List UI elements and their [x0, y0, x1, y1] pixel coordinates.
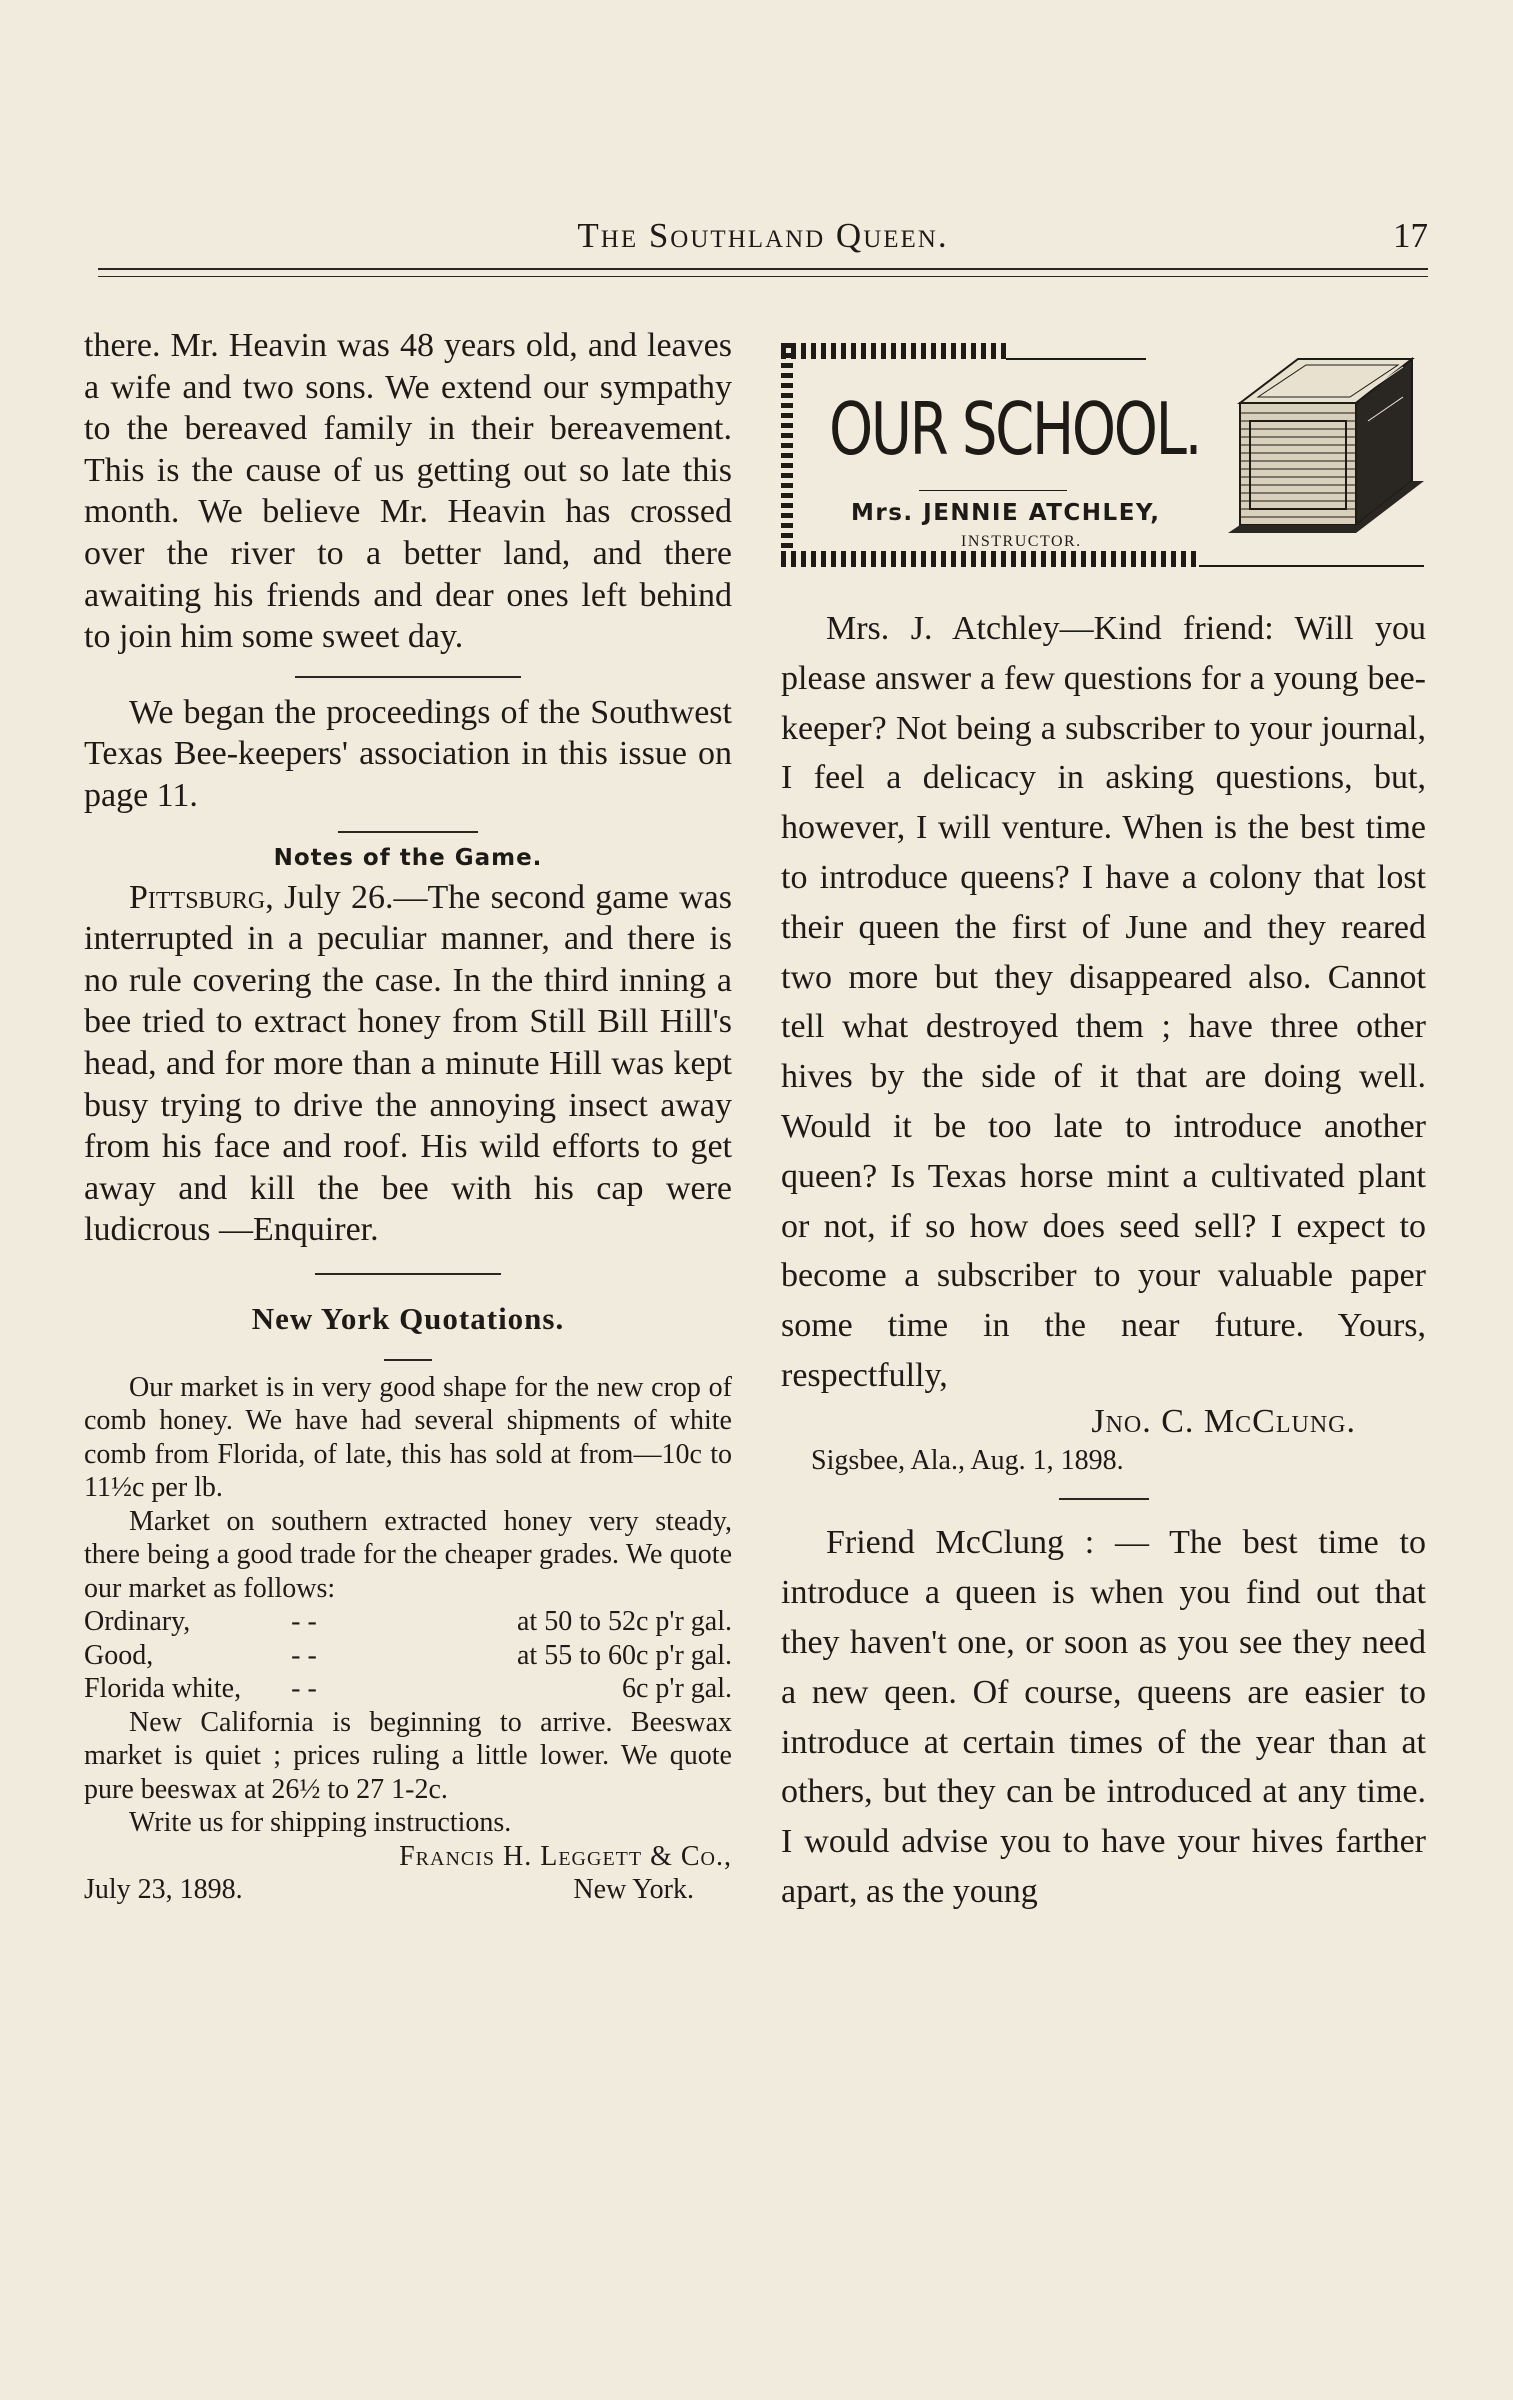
quotations-signature: Francis H. Leggett & Co.,	[399, 1840, 732, 1872]
obituary-paragraph: there. Mr. Heavin was 48 years old, and leaves a wife and two sons. We extend our sympathy to the bereaved family in their bereavement. This is the cause of us getting out so late this month. We believe Mr. Heavin has crossed over the river to a better land, and there awaiting his friends and dear ones left behind to join him some sweet day.	[84, 327, 732, 656]
our-school-header	[781, 325, 1426, 590]
letter-place-date: Sigsbee, Ala., Aug. 1, 1898.	[811, 1445, 1124, 1477]
game-text: July 26.—The second game was interrupted in a peculiar manner, and there is no rule covering the case. In the third inning a bee tried to extract honey from Still Bill Hill's head, and for more than a minute Hill was kept busy trying to drive the annoying insect away from his face and roof. His wild efforts to get away and kill the bee with his cap were ludicrous —Enquirer.	[84, 878, 732, 1249]
ornament-border-left	[781, 343, 793, 553]
ornament-border-top	[781, 343, 1006, 359]
instructor-name: Mrs. JENNIE ATCHLEY,	[851, 500, 1161, 526]
price-label: Ordinary,	[84, 1606, 191, 1638]
letter-paragraph: Mrs. J. Atchley—Kind friend: Will you please answer a few questions for a young bee-keeper? Not being a subscriber to your journal, I feel a delicacy in asking questions, but, however, I will venture. When is the best time to introduce queens? I have a colony that lost their queen the first of June and they reared two more but they disappeared also. Cannot tell what destroyed them ; have three other hives by the side of it that are doing well. Would it be too late to introduce another queen? Is Texas horse mint a cultivated plant or not, if so how does seed sell? I expect to become a subscriber to your valuable paper some time in the near future. Yours, respectfully,	[781, 610, 1426, 1394]
game-paragraph	[84, 877, 732, 1251]
reply-paragraph: Friend McClung : — The best time to introduce a queen is when you find out that they haven't one, or soon as you see they need a new qeen. Of course, queens are easier to introduce at certain times of the year than at others, but they can be introduced at any time. I would advise you to have your hives farther apart, as the young	[781, 1524, 1426, 1910]
price-value: 6c p'r gal.	[621, 1673, 732, 1705]
ornament-rule-bottom	[1199, 565, 1424, 567]
running-title: The Southland Queen.	[577, 216, 949, 255]
price-dash: - -	[291, 1673, 317, 1705]
school-title: OUR SCHOOL.	[829, 387, 1201, 471]
price-list	[84, 1605, 732, 1706]
price-dash: - -	[291, 1639, 317, 1671]
quotations-paragraph-1: Our market is in very good shape for the new crop of comb honey. We have had several shipments of white comb from Florida, of late, this has sold at from—10c to 11½c per lb.	[84, 1371, 732, 1504]
quotations-paragraph-2: Market on southern extracted honey very steady, there being a good trade for the cheaper grades. We quote our market as follows:	[84, 1505, 732, 1604]
left-column	[84, 325, 732, 1907]
header-rule-thick	[98, 268, 1428, 270]
instructor-role: INSTRUCTOR.	[961, 533, 1082, 550]
quotations-date: July 23, 1898.	[84, 1874, 243, 1906]
section-divider	[338, 831, 478, 833]
section-divider	[315, 1273, 501, 1275]
proceedings-paragraph: We began the proceedings of the Southwest Texas Bee-keepers' association in this issue on page 11.	[84, 693, 732, 814]
school-title-rule	[919, 490, 1067, 491]
price-dash: - -	[291, 1606, 317, 1638]
game-dateline: Pittsburg,	[129, 878, 274, 916]
price-label: Florida white,	[84, 1673, 242, 1705]
running-head	[98, 214, 1428, 264]
price-value: at 50 to 52c p'r gal.	[517, 1606, 732, 1638]
letter-signature: Jno. C. McClung.	[1091, 1402, 1356, 1440]
price-row	[84, 1639, 732, 1673]
quotations-place: New York.	[573, 1874, 694, 1906]
quotations-heading: New York Quotations.	[251, 1300, 565, 1336]
page-number: 17	[1393, 216, 1428, 255]
section-divider	[1059, 1498, 1149, 1500]
quotations-footer	[84, 1873, 732, 1907]
game-heading: Notes of the Game.	[273, 844, 543, 871]
price-row	[84, 1605, 732, 1639]
price-label: Good,	[84, 1639, 154, 1671]
heading-divider	[384, 1359, 432, 1361]
header-rule-thin	[98, 276, 1428, 277]
ornament-border-bottom	[781, 551, 1199, 567]
beehive-icon	[1228, 351, 1428, 541]
price-row	[84, 1672, 732, 1706]
right-column	[781, 325, 1426, 1917]
quotations-paragraph-3: New California is beginning to arrive. Beeswax market is quiet ; prices ruling a little lower. We quote pure beeswax at 26½ to 27 1-2c.	[84, 1706, 732, 1805]
ornament-rule-top	[1006, 358, 1146, 360]
section-divider	[295, 676, 521, 678]
quotations-paragraph-4: Write us for shipping instructions.	[129, 1807, 512, 1839]
price-value: at 55 to 60c p'r gal.	[517, 1639, 732, 1671]
